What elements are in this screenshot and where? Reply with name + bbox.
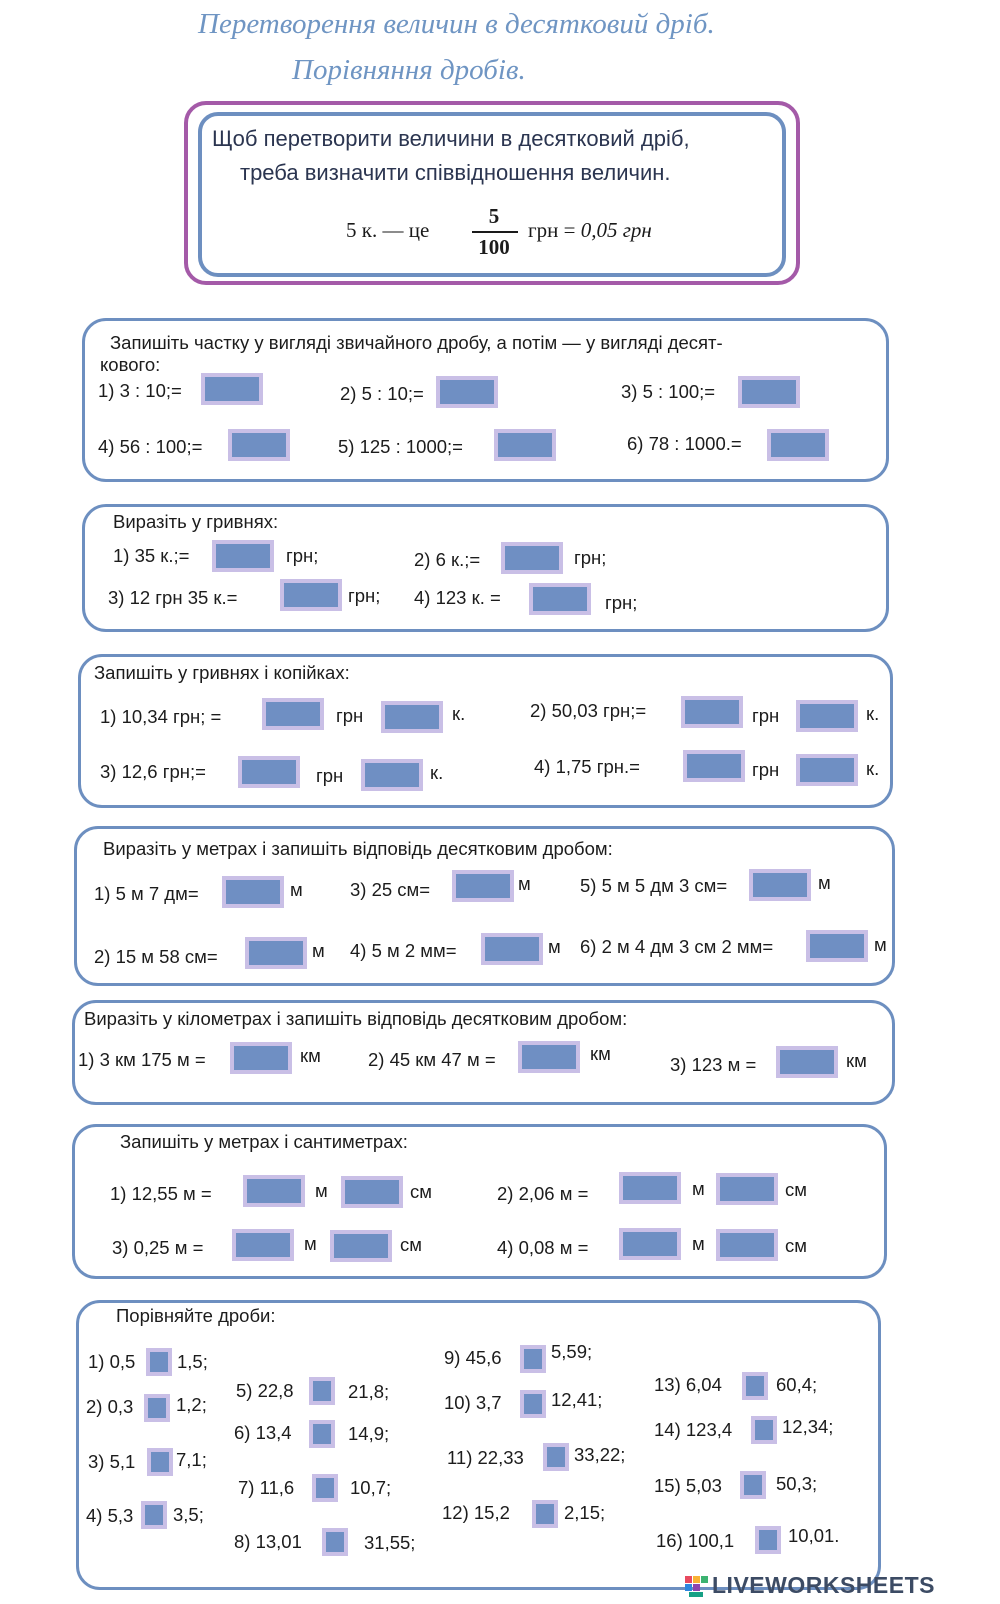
s2-answer-4[interactable] — [529, 583, 591, 615]
s7-item-6-right: 14,9; — [348, 1423, 390, 1444]
s7-item-9-left: 9) 45,6 — [444, 1347, 502, 1368]
s7-item-3-left: 3) 5,1 — [88, 1451, 136, 1472]
s4-answer-4[interactable] — [481, 933, 543, 965]
s2-item-4: 4) 123 к. = — [414, 587, 501, 608]
s3-answer-2-kopiyka[interactable] — [796, 700, 858, 732]
s7-compare-14[interactable] — [751, 1416, 777, 1444]
s1-answer-2[interactable] — [436, 376, 498, 408]
rule-formula-right: грн = — [528, 218, 581, 242]
s4-item-4: 4) 5 м 2 мм= — [350, 940, 457, 961]
s4-item-3: 3) 25 см= — [350, 879, 431, 900]
s7-item-10-left: 10) 3,7 — [444, 1392, 502, 1413]
s6-item-1: 1) 12,55 м = — [110, 1183, 212, 1204]
s7-compare-3[interactable] — [147, 1448, 173, 1476]
s5-unit-3: км — [846, 1050, 867, 1071]
s1-answer-5[interactable] — [494, 429, 556, 461]
s7-item-15-right: 50,3; — [776, 1473, 818, 1494]
s7-item-12-right: 2,15; — [564, 1502, 606, 1523]
s5-item-3: 3) 123 м = — [670, 1054, 757, 1075]
s5-instruction: Виразіть у кілометрах і запишіть відповідь десятковим дробом: — [84, 1008, 628, 1029]
s7-compare-7[interactable] — [312, 1474, 338, 1502]
s7-compare-11[interactable] — [543, 1443, 569, 1471]
s2-unit-2: грн; — [574, 547, 607, 568]
s5-item-2: 2) 45 км 47 м = — [368, 1049, 496, 1070]
s3-unit-hryvnia-4: грн — [752, 759, 780, 780]
s6-answer-1-centimetres[interactable] — [341, 1176, 403, 1208]
s5-answer-1[interactable] — [230, 1042, 292, 1074]
s4-unit-6: м — [874, 934, 887, 955]
s1-item-2: 2) 5 : 10;= — [340, 383, 424, 404]
s7-item-13-left: 13) 6,04 — [654, 1374, 722, 1395]
page-title-line1: Перетворення величин в десятковий дріб. — [198, 8, 715, 40]
s3-item-1: 1) 10,34 грн; = — [100, 706, 222, 727]
s7-item-1-right: 1,5; — [177, 1351, 208, 1372]
s1-item-1: 1) 3 : 10;= — [98, 380, 182, 401]
s6-answer-3-metres[interactable] — [232, 1229, 294, 1261]
rule-line1: Щоб перетворити величини в десятковий дріб, — [212, 126, 690, 151]
s1-instruction-line1: Запишіть частку у вигляді звичайного дробу, а потім — у вигляді десят- — [110, 332, 723, 353]
s1-instruction-line2: кового: — [100, 354, 161, 375]
rule-numerator: 5 — [488, 204, 500, 228]
s7-compare-16[interactable] — [755, 1526, 781, 1554]
s6-item-3: 3) 0,25 м = — [112, 1237, 204, 1258]
s7-item-10-right: 12,41; — [551, 1389, 603, 1410]
s1-item-4: 4) 56 : 100;= — [98, 436, 203, 457]
s7-item-14-right: 12,34; — [782, 1416, 834, 1437]
fraction-bar — [472, 231, 518, 233]
s3-unit-hryvnia-1: грн — [336, 705, 364, 726]
s7-compare-1[interactable] — [146, 1348, 172, 1376]
s1-answer-4[interactable] — [228, 429, 290, 461]
s7-item-16-right: 10,01. — [788, 1525, 840, 1546]
s4-item-6: 6) 2 м 4 дм 3 см 2 мм= — [580, 936, 774, 957]
s4-item-1: 1) 5 м 7 дм= — [94, 883, 199, 904]
s3-unit-kop-1: к. — [452, 703, 466, 724]
s7-item-7-right: 10,7; — [350, 1477, 392, 1498]
s3-answer-4-hryvnia[interactable] — [683, 750, 745, 782]
watermark-text: LIVEWORKSHEETS — [712, 1572, 935, 1598]
rule-formula-result: 0,05 грн — [580, 218, 652, 242]
s1-item-6: 6) 78 : 1000.= — [627, 433, 742, 454]
s2-unit-3: грн; — [348, 585, 381, 606]
s6-unit-cm-4: см — [785, 1235, 807, 1256]
s6-unit-cm-3: см — [400, 1234, 422, 1255]
page-title-line2: Порівняння дробів. — [292, 54, 526, 86]
s4-answer-3[interactable] — [452, 870, 514, 902]
s6-instruction: Запишіть у метрах і сантиметрах: — [120, 1131, 408, 1152]
s3-unit-kop-3: к. — [430, 762, 444, 783]
s7-item-11-right: 33,22; — [574, 1444, 626, 1465]
s4-unit-4: м — [548, 936, 561, 957]
s1-answer-1[interactable] — [201, 373, 263, 405]
s3-item-2: 2) 50,03 грн;= — [530, 700, 647, 721]
s7-compare-12[interactable] — [532, 1500, 558, 1528]
s2-item-1: 1) 35 к.;= — [113, 545, 190, 566]
s6-answer-1-metres[interactable] — [243, 1175, 305, 1207]
s6-answer-4-metres[interactable] — [619, 1228, 681, 1260]
s6-answer-4-centimetres[interactable] — [716, 1229, 778, 1261]
s7-item-9-right: 5,59; — [551, 1341, 593, 1362]
s7-item-1-left: 1) 0,5 — [88, 1351, 136, 1372]
s6-unit-m-4: м — [692, 1233, 705, 1254]
s3-unit-kop-2: к. — [866, 703, 880, 724]
s3-instruction: Запишіть у гривнях і копійках: — [94, 662, 350, 683]
s4-unit-1: м — [290, 879, 303, 900]
s3-answer-2-hryvnia[interactable] — [681, 696, 743, 728]
s4-item-2: 2) 15 м 58 см= — [94, 946, 218, 967]
s7-item-8-right: 31,55; — [364, 1532, 416, 1553]
s7-item-16-left: 16) 100,1 — [656, 1530, 735, 1551]
s4-unit-5: м — [818, 872, 831, 893]
s7-item-4-right: 3,5; — [173, 1504, 204, 1525]
s7-compare-10[interactable] — [520, 1390, 546, 1418]
s7-item-11-left: 11) 22,33 — [447, 1447, 524, 1468]
s7-item-5-left: 5) 22,8 — [236, 1380, 294, 1401]
s7-compare-8[interactable] — [322, 1528, 348, 1556]
s7-item-2-left: 2) 0,3 — [86, 1396, 134, 1417]
s7-item-4-left: 4) 5,3 — [86, 1505, 134, 1526]
liveworksheets-logo-icon — [684, 1574, 710, 1598]
s5-answer-3[interactable] — [776, 1046, 838, 1078]
s6-unit-cm-2: см — [785, 1179, 807, 1200]
s5-unit-1: км — [300, 1045, 321, 1066]
s1-item-3: 3) 5 : 100;= — [621, 381, 716, 402]
s2-answer-3[interactable] — [280, 579, 342, 611]
s2-instruction: Виразіть у гривнях: — [113, 511, 279, 532]
s3-answer-1-kopiyka[interactable] — [381, 701, 443, 733]
s6-answer-2-metres[interactable] — [619, 1172, 681, 1204]
s7-item-3-right: 7,1; — [176, 1449, 207, 1470]
s3-item-4: 4) 1,75 грн.= — [534, 756, 640, 777]
s5-unit-2: км — [590, 1043, 611, 1064]
s3-answer-3-hryvnia[interactable] — [238, 756, 300, 788]
s7-compare-13[interactable] — [742, 1372, 768, 1400]
s5-item-1: 1) 3 км 175 м = — [78, 1049, 206, 1070]
s2-item-3: 3) 12 грн 35 к.= — [108, 587, 238, 608]
s7-item-8-left: 8) 13,01 — [234, 1531, 302, 1552]
s6-answer-2-centimetres[interactable] — [716, 1173, 778, 1205]
s4-instruction: Виразіть у метрах і запишіть відповідь десятковим дробом: — [103, 838, 613, 859]
s3-unit-hryvnia-3: грн — [316, 765, 344, 786]
s4-unit-3: м — [518, 873, 531, 894]
s6-unit-cm-1: см — [410, 1181, 432, 1202]
s1-item-5: 5) 125 : 1000;= — [338, 436, 463, 457]
s1-answer-6[interactable] — [767, 429, 829, 461]
s7-item-12-left: 12) 15,2 — [442, 1502, 510, 1523]
s3-unit-hryvnia-2: грн — [752, 705, 780, 726]
s2-unit-1: грн; — [286, 545, 319, 566]
s1-answer-3[interactable] — [738, 376, 800, 408]
s7-item-5-right: 21,8; — [348, 1381, 390, 1402]
s7-compare-6[interactable] — [309, 1420, 335, 1448]
s7-compare-9[interactable] — [520, 1345, 546, 1373]
s5-answer-2[interactable] — [518, 1041, 580, 1073]
s4-item-5: 5) 5 м 5 дм 3 см= — [580, 875, 728, 896]
s4-answer-6[interactable] — [806, 930, 868, 962]
s2-answer-1[interactable] — [212, 540, 274, 572]
s7-compare-2[interactable] — [144, 1394, 170, 1422]
rule-line2: треба визначити співвідношення величин. — [240, 160, 671, 185]
s6-item-2: 2) 2,06 м = — [497, 1183, 589, 1204]
rule-formula-left: 5 к. — це — [346, 218, 430, 242]
s7-item-2-right: 1,2; — [176, 1394, 207, 1415]
s3-item-3: 3) 12,6 грн;= — [100, 761, 206, 782]
s7-item-14-left: 14) 123,4 — [654, 1419, 733, 1440]
s4-unit-2: м — [312, 940, 325, 961]
s7-item-13-right: 60,4; — [776, 1374, 818, 1395]
s7-compare-4[interactable] — [141, 1501, 167, 1529]
s7-item-7-left: 7) 11,6 — [238, 1477, 295, 1498]
s4-answer-5[interactable] — [749, 869, 811, 901]
s3-answer-4-kopiyka[interactable] — [796, 754, 858, 786]
s7-item-6-left: 6) 13,4 — [234, 1422, 292, 1443]
s6-unit-m-1: м — [315, 1180, 328, 1201]
s6-item-4: 4) 0,08 м = — [497, 1237, 589, 1258]
s7-compare-5[interactable] — [309, 1377, 335, 1405]
rule-denominator: 100 — [478, 235, 510, 259]
s6-unit-m-2: м — [692, 1178, 705, 1199]
s2-unit-4: грн; — [605, 592, 638, 613]
s4-answer-2[interactable] — [245, 937, 307, 969]
s7-compare-15[interactable] — [740, 1471, 766, 1499]
s4-answer-1[interactable] — [222, 876, 284, 908]
s6-answer-3-centimetres[interactable] — [330, 1230, 392, 1262]
s7-item-15-left: 15) 5,03 — [654, 1475, 722, 1496]
s3-answer-1-hryvnia[interactable] — [262, 698, 324, 730]
s6-unit-m-3: м — [304, 1233, 317, 1254]
s7-instruction: Порівняйте дроби: — [116, 1305, 276, 1326]
s2-item-2: 2) 6 к.;= — [414, 549, 481, 570]
s2-answer-2[interactable] — [501, 542, 563, 574]
s3-unit-kop-4: к. — [866, 758, 880, 779]
s3-answer-3-kopiyka[interactable] — [361, 759, 423, 791]
